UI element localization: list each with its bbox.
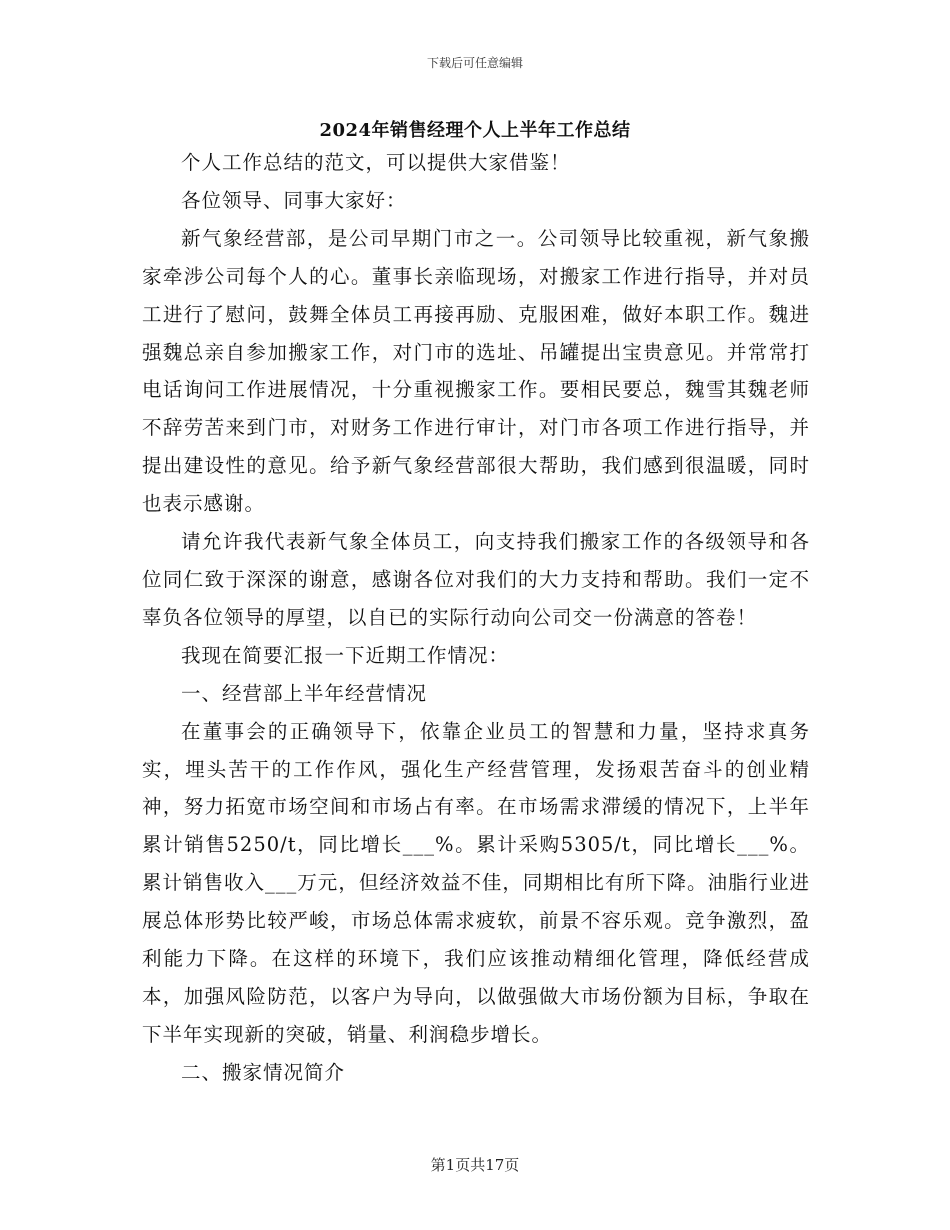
document-title: 2024年销售经理个人上半年工作总结 xyxy=(319,120,631,141)
body-paragraph: 新气象经营部，是公司早期门市之一。公司领导比较重视，新气象搬家牵涉公司每个人的心。董事长亲临现场，对搬家工作进行指导，并对员工进行了慰问，鼓舞全体员工再接再励、克服困难，做好本职工作。魏进强魏总亲自参加搬家工作，对门市的选址、吊罐提出宝贵意见。并常常打电话询问工作进展情况，十分重视搬家工作。要相民要总，魏雪其魏老师不辞劳苦来到门市，对财务工作进行审计，对门市各项工作进行指导，并提出建设性的意见。给予新气象经营部很大帮助，我们感到很温暖，同时也表示感谢。 xyxy=(142,226,810,516)
section-heading: 二、搬家情况简介 xyxy=(181,1060,346,1084)
page-number: 第1页共17页 xyxy=(430,1156,520,1174)
greeting-paragraph: 各位领导、同事大家好： xyxy=(181,188,407,212)
body-paragraph: 在董事会的正确领导下，依靠企业员工的智慧和力量，坚持求真务实，埋头苦干的工作作风，强化生产经营管理，发扬艰苦奋斗的创业精神，努力拓宽市场空间和市场占有率。在市场需求滞缓的情况下，上半年累计销售5250/t，同比增长___%。累计采购5305/t，同比增长___%。累计销售收入___万元，但经济效益不佳，同期相比有所下降。油脂行业进展总体形势比较严峻，市场总体需求疲软，前景不容乐观。竞争激烈，盈利能力下降。在这样的环境下，我们应该推动精细化管理，降低经营成本，加强风险防范，以客户为导向，以做强做大市场份额为目标，争取在下半年实现新的突破，销量、利润稳步增长。 xyxy=(142,719,810,1046)
body-paragraph: 我现在简要汇报一下近期工作情况： xyxy=(181,643,510,667)
intro-paragraph: 个人工作总结的范文，可以提供大家借鉴！ xyxy=(181,151,571,174)
document-body xyxy=(142,144,810,1092)
body-paragraph: 请允许我代表新气象全体员工，向支持我们搬家工作的各级领导和各位同仁致于深深的谢意，感谢各位对我们的大力支持和帮助。我们一定不辜负各位领导的厚望，以自已的实际行动向公司交一份满意的答卷！ xyxy=(142,530,810,629)
download-note: 下载后可任意编辑 xyxy=(426,56,523,70)
section-heading: 一、经营部上半年经营情况 xyxy=(181,681,428,705)
